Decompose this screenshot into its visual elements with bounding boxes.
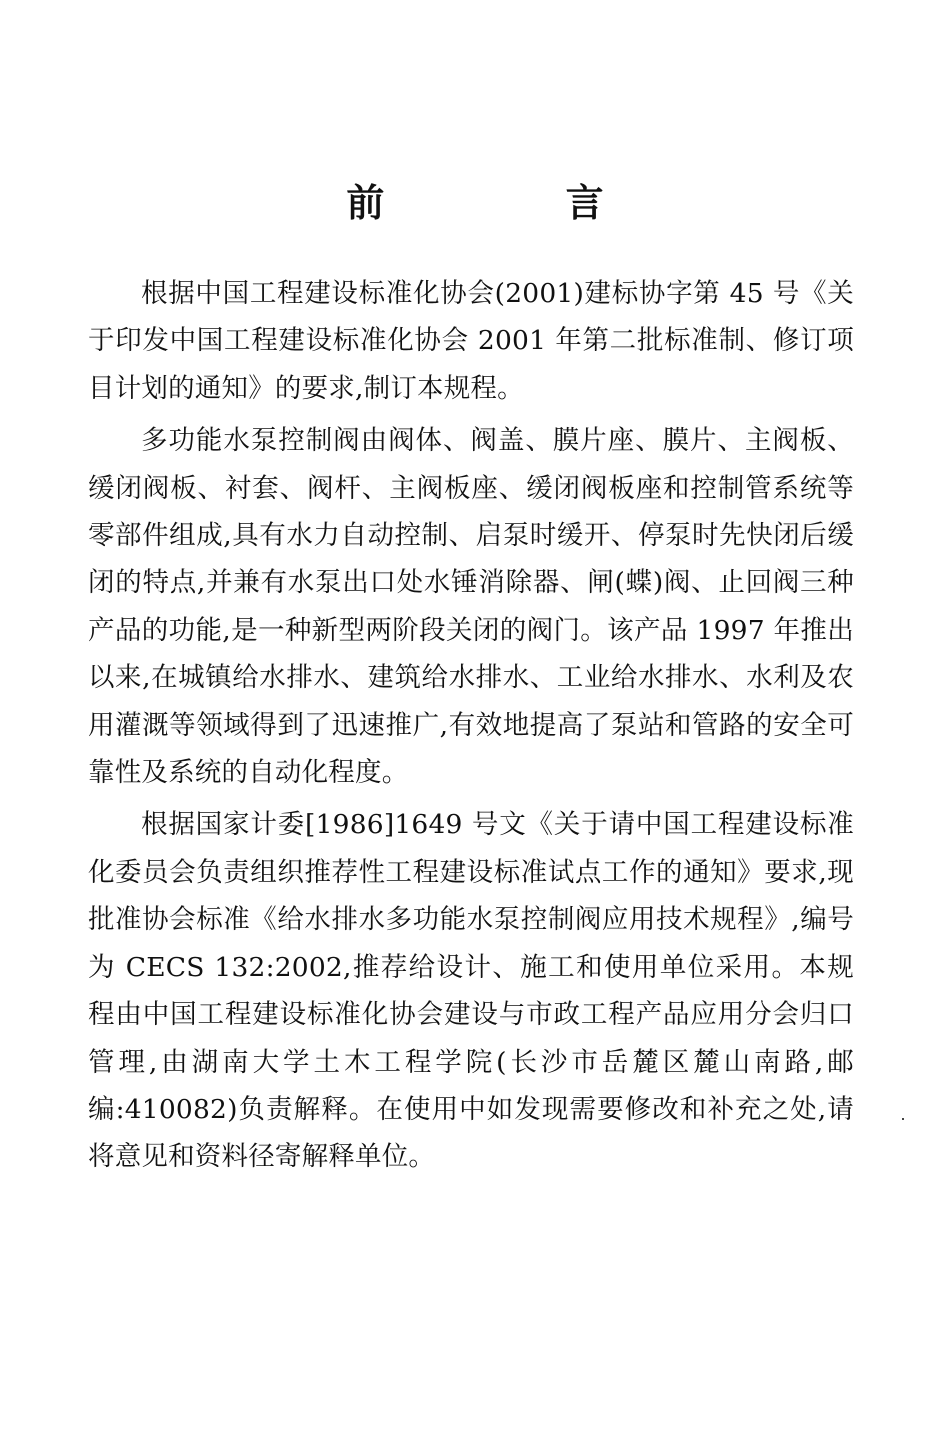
paragraph-2: 多功能水泵控制阀由阀体、阀盖、膜片座、膜片、主阀板、缓闭阀板、衬套、阀杆、主阀板座、缓闭阀板座和控制管系统等零部件组成,具有水力自动控制、启泵时缓开、停泵时先快闭后缓闭的特点,并兼有水泵出口处水锤消除器、闸(蝶)阀、止回阀三种产品的功能,是一种新型两阶段关闭的阀门。该产品 1997 年推出以来,在城镇给水排水、建筑给水排水、工业给水排水、水利及农用灌溉等领域得到了迅速推广,有效地提高了泵站和管路的安全可靠性及系统的自动化程度。 xyxy=(88,425,854,789)
body-text xyxy=(88,270,854,1186)
paragraph-3: 根据国家计委[1986]1649 号文《关于请中国工程建设标准化委员会负责组织推荐性工程建设标准试点工作的通知》要求,现批准协会标准《给水排水多功能水泵控制阀应用技术规程》,编号为 CECS 132:2002,推荐给设计、施工和使用单位采用。本规程由中国工程建设标准化协会建设与市政工程产品应用分会归口管理,由湖南大学土木工程学院(长沙市岳麓区麓山南路,邮编:410082)负责解释。在使用中如发现需要修改和补充之处,请将意见和资料径寄解释单位。 xyxy=(88,809,854,1173)
scan-speck xyxy=(902,1118,904,1120)
paragraph-1: 根据中国工程建设标准化协会(2001)建标协字第 45 号《关于印发中国工程建设标准化协会 2001 年第二批标准制、修订项目计划的通知》的要求,制订本规程。 xyxy=(88,278,854,404)
page-title: 前 言 xyxy=(346,181,688,225)
